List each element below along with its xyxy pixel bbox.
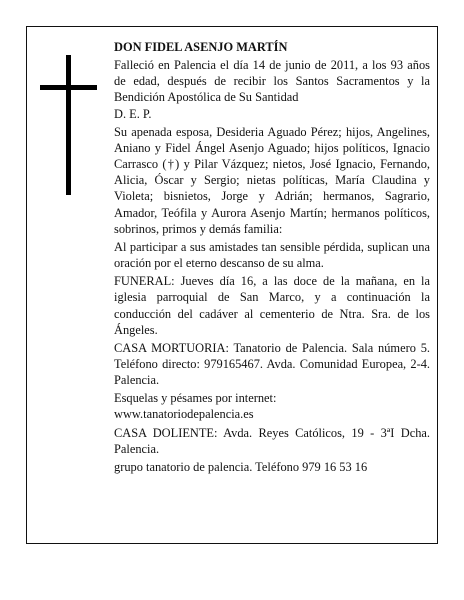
family-list: Su apenada esposa, Desideria Aguado Pérez; hijos, Angelines, Aniano y Fidel Ángel Asenjo Aguado; hijos políticos, Ignacio Carrasco (†) y Pilar Vázquez; nietos, José Ignacio, Fernando, Alicia, Óscar y Sergio; nietas políticas, María Claudina y Violeta; bisnietos, Jorge y Adrián; hermanos, Sagrario, Amador, Teófila y Aurora Asenjo Martín; hermanos políticos, sobrinos, primos y demás familia: (114, 124, 430, 236)
cross-horizontal-bar (40, 85, 97, 90)
prayer-request: Al participar a sus amistades tan sensible pérdida, suplican una oración por el eterno descanso de su alma. (114, 239, 430, 271)
obituary-text (114, 39, 430, 477)
internet-info (114, 390, 430, 422)
cross-vertical-bar (66, 55, 71, 195)
mortuary-info: CASA MORTUORIA: Tanatorio de Palencia. Sala número 5. Teléfono directo: 979165467. Avda. Comunidad Europea, 2-4. Palencia. (114, 340, 430, 388)
death-announcement: Falleció en Palencia el día 14 de junio de 2011, a los 93 años de edad, después de recibir los Santos Sacramentos y la Bendición Apostólica de Su Santidad D. E. P. (114, 58, 430, 121)
mourning-house-info: CASA DOLIENTE: Avda. Reyes Católicos, 19 - 3ªI Dcha. Palencia. (114, 425, 430, 456)
dep-text: D. E. P. (114, 106, 152, 121)
company-info: grupo tanatorio de palencia. Teléfono 979 16 53 16 (114, 459, 368, 474)
internet-link[interactable]: www.tanatoriodepalencia.es (114, 407, 254, 422)
internet-label: Esquelas y pésames por internet: (114, 391, 277, 406)
funeral-info: FUNERAL: Jueves día 16, a las doce de la mañana, en la iglesia parroquial de San Marco, y a continuación la conducción del cadáver al cementerio de Ntra. Sra. de los Ángeles. (114, 274, 430, 337)
deceased-name: DON FIDEL ASENJO MARTÍN (114, 40, 288, 54)
